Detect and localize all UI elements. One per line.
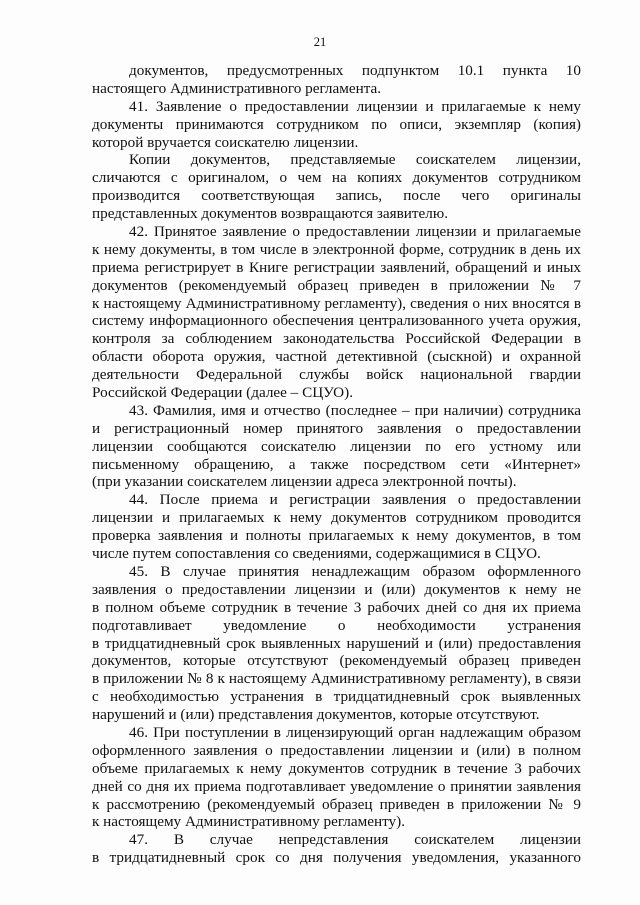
text-line: в полном объеме сотрудник в течение 3 рабочих дней со дня их приема (92, 598, 581, 616)
text-line: к настоящему Административному регламенту). (92, 813, 405, 831)
text-line: объеме прилагаемых к нему документов сотрудник в течение 3 рабочих (92, 759, 581, 777)
text-line: Российской Федерации (далее – СЦУО). (92, 384, 353, 402)
text-line: с необходимостью устранения в тридцатидневный срок выявленных (92, 688, 581, 706)
text-line: деятельности Федеральной службы войск национальной гвардии (92, 366, 581, 384)
paragraph-first-line: 47. В случае непредставления соискателем лицензии (129, 831, 581, 849)
text-line: лицензии сообщаются соискателю лицензии по его устному или (92, 437, 581, 455)
text-line: контроля за соблюдением законодательства Российской Федерации в (92, 330, 581, 348)
text-line: заявления о предоставлении лицензии и (или) документов к нему не (92, 580, 581, 598)
paragraph-first-line: документов, предусмотренных подпунктом 10.1 пункта 10 (129, 62, 581, 79)
paragraph-first-line: 46. При поступлении в лицензирующий орган надлежащим образом (129, 723, 581, 741)
paragraph-first-line: 45. В случае принятия ненадлежащим образом оформленного (129, 562, 581, 580)
text-line: области оборота оружия, частной детективной (сыскной) и охранной (92, 348, 581, 366)
paragraph-first-line: 41. Заявление о предоставлении лицензии и прилагаемые к нему (129, 97, 581, 115)
paragraph-first-line: Копии документов, представляемые соискателем лицензии, (129, 151, 581, 169)
text-line: документов, которые отсутствуют (рекомендуемый образец приведен (92, 652, 581, 670)
paragraph-first-line: 44. После приема и регистрации заявления о предоставлении (129, 491, 581, 509)
text-line: приема регистрирует в Книге регистрации заявлений, обращений и иных (92, 258, 581, 276)
text-line: оформленного заявления о предоставлении лицензии и (или) в полном (92, 741, 581, 759)
text-line: к нему документы, в том числе в электронной форме, сотрудник в день их (92, 240, 581, 258)
text-line: документов (рекомендуемый образец приведен в приложении № 7 (92, 276, 581, 294)
text-line: и регистрационный номер принятого заявления о предоставлении (92, 419, 581, 437)
text-line: документы принимаются сотрудником по описи, экземпляр (копия) (92, 115, 581, 133)
text-line: производится соответствующая запись, после чего оригиналы (92, 187, 581, 205)
text-line: которой вручается соискателю лицензии. (92, 133, 359, 151)
text-line: подготавливает уведомление о необходимости устранения (92, 616, 581, 634)
text-line: к настоящему Административному регламенту), сведения о них вносятся в (92, 294, 581, 312)
text-line: к рассмотрению (рекомендуемый образец приведен в приложении № 9 (92, 795, 581, 813)
paragraph-first-line: 42. Принятое заявление о предоставлении лицензии и прилагаемые (129, 223, 581, 241)
text-line: дней со дня их приема подготавливает уведомление о принятии заявления (92, 777, 581, 795)
page-number: 21 (313, 35, 327, 49)
text-line: в приложении № 8 к настоящему Административному регламенту), в связи (92, 670, 581, 688)
text-line: нарушений и (или) представления документов, которые отсутствуют. (92, 706, 540, 724)
text-line: (при указании соискателем лицензии адреса электронной почты). (92, 473, 517, 491)
document-body (92, 62, 581, 867)
text-line: в тридцатидневный срок выявленных нарушений и (или) предоставления (92, 634, 581, 652)
text-line: в тридцатидневный срок со дня получения уведомления, указанного (92, 849, 581, 867)
text-line: письменному обращению, а также посредством сети «Интернет» (92, 455, 581, 473)
text-line: лицензии и прилагаемых к нему документов сотрудником проводится (92, 509, 581, 527)
text-line: настоящего Административного регламента. (92, 79, 382, 97)
text-line: представленных документов возвращаются заявителю. (92, 205, 449, 223)
text-line: числе путем сопоставления со сведениями, содержащимися в СЦУО. (92, 545, 541, 563)
text-line: проверка заявления и полноты прилагаемых к нему документов, в том (92, 527, 581, 545)
text-line: систему информационного обеспечения централизованного учета оружия, (92, 312, 581, 330)
paragraph-first-line: 43. Фамилия, имя и отчество (последнее – при наличии) сотрудника (129, 401, 581, 419)
text-line: сличаются с оригиналом, о чем на копиях документов сотрудником (92, 169, 581, 187)
